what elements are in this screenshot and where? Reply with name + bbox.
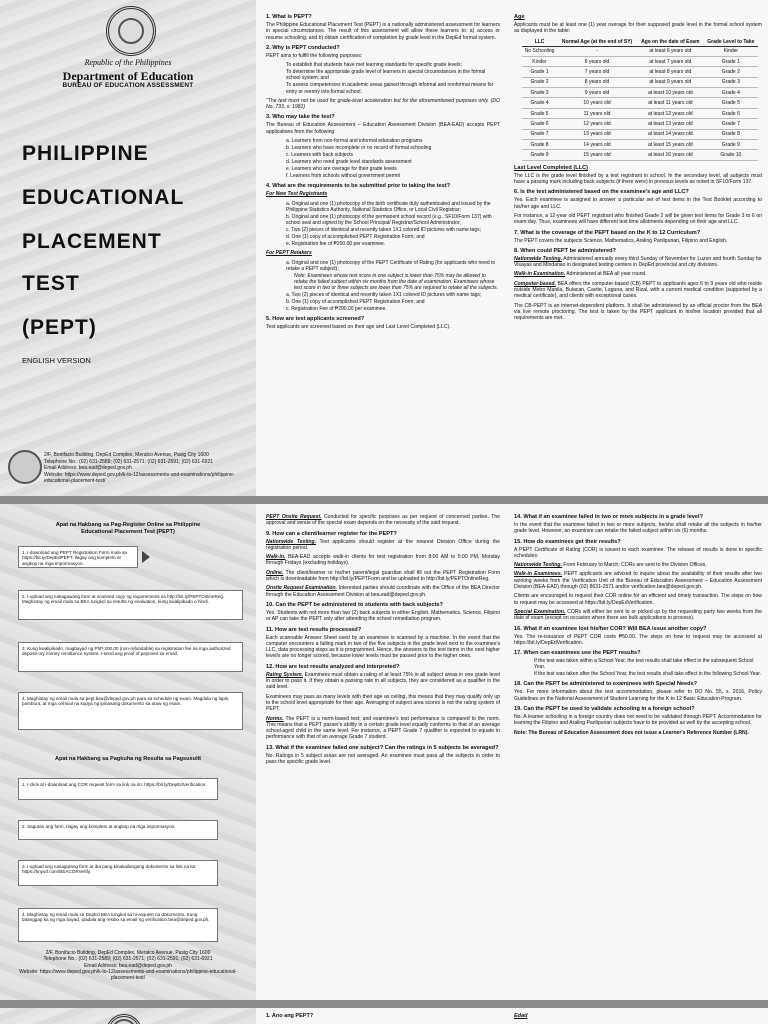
table-cell: at least 10 years old: [637, 88, 704, 98]
bureau-label: BUREAU OF EDUCATION ASSESSMENT: [62, 82, 194, 89]
walkin-text: BEA-EAD accepts walk-in clients for test registration from 8:00 AM to 5:00 PM, Monday through Fridays (excluding holidays).: [266, 554, 500, 567]
footer-address: 2/F, Bonifacio Building, DepEd Complex, Meralco Avenue, Pasig City 1600: [44, 452, 209, 458]
table-row: [522, 56, 758, 66]
onsite-exam-label: Onsite Request Examination.: [266, 585, 337, 592]
list-item: a. Original and one (1) photocopy of the birth certificate duly authenticated and issued by the Philippine Statistics Authority, National Statistics Office, or Local Civil Registrar;: [286, 200, 491, 213]
table-cell: at least 14 years old: [637, 129, 704, 139]
footer-email: Email Address: bea.ead@deped.gov.ph: [84, 962, 172, 969]
question-19: 19. Can the PEPT be used to validate schooling in a foreign school?: [514, 706, 695, 713]
answer-7: The PEPT covers the subjects Science, Mathematics, Araling Panlipunan, Filipino and English.: [514, 237, 728, 244]
table-cell: at least 12 years old: [637, 108, 704, 118]
table-cell: Kinder: [522, 56, 557, 66]
list-item: b. One (1) copy of accomplished PEPT Registration Form; and: [286, 299, 425, 306]
list-item: e. Learners who are overage for their grade levels: [286, 166, 397, 173]
table-cell: 7 years old: [557, 67, 637, 77]
nationwide-label: Nationwide Testing.: [266, 538, 317, 545]
table-cell: at least 16 years old: [637, 150, 704, 160]
flowchart-title-2: Apat na Hakbang sa Pagkuha ng Resulta sa Pagsusulit: [54, 756, 202, 762]
age-heading-filipino: Edad: [514, 1013, 528, 1019]
table-cell: Grade 10: [704, 150, 758, 160]
special-exam-label: Special Examination.: [514, 608, 566, 615]
answer-8a: [514, 256, 762, 269]
cover-title-line-2: EDUCATIONAL: [22, 186, 185, 209]
online-label: Online.: [266, 569, 284, 576]
question-1: 1. What is PEPT?: [266, 14, 312, 20]
table-cell: Grade 2: [522, 77, 557, 87]
list-item: c. Registration Fee of ₱200.00 per examinee.: [286, 306, 387, 313]
list-item: a. Learners from non-formal and informal education programs: [286, 137, 423, 144]
nationwide-text: Administered annually every third Sunday of November for Luzon and fourth Sunday for Visayas and Mindanao in designated testing centers in DepEd provincial and city divisions.: [514, 255, 762, 269]
table-cell: Grade 3: [522, 88, 557, 98]
question-18: 18. Can the PEPT be administered to examinees with Special Needs?: [514, 681, 698, 688]
table-cell: Kinder: [704, 46, 758, 56]
cover-footer: [8, 450, 248, 484]
nationwide-label: Nationwide Testing.: [514, 562, 562, 569]
answer-12c: [266, 716, 500, 741]
table-cell: 11 years old: [557, 108, 637, 118]
cover-title-line-1: PHILIPPINE: [22, 142, 149, 165]
answer-8c: [514, 281, 762, 300]
table-cell: 9 years old: [557, 88, 637, 98]
table-cell: 14 years old: [557, 139, 637, 149]
retakers-heading: For PEPT Retakers: [266, 250, 312, 257]
new-registrants-heading: For New Test Registrants: [266, 191, 328, 198]
question-7: 7. What is the coverage of the PEPT based on the K to 12 Curriculum?: [514, 229, 701, 236]
answer-8e: [266, 514, 500, 527]
question-1-filipino: 1. Ano ang PEPT?: [266, 1013, 314, 1019]
answer-2: PEPT aims to fulfill the following purposes:: [266, 52, 363, 59]
inside-footer: [8, 950, 248, 981]
answer-8d: The CB-PEPT is an internet-dependent platform. It shall be administered by an official proctor from the BEA via live remote proctoring. The test is taken by the PEPT applicant in his/her location provided that all requirements are met.: [514, 302, 762, 322]
table-cell: 8 years old: [557, 77, 637, 87]
answer-5: Test applicants are screened based on their age and Last Level Completed (LLC).: [266, 324, 451, 331]
deped-seal-icon: [106, 6, 156, 56]
table-cell: 15 years old: [557, 150, 637, 160]
table-row: [522, 150, 758, 160]
table-cell: Grade 6: [704, 108, 758, 118]
answer-3: The Bureau of Education Assessment – Education Assessment Division (BEA-EAD) accepts PEPT applications from the following:: [266, 122, 500, 135]
list-item: d. One (1) copy of accomplished PEPT Registration Form; and: [286, 234, 425, 241]
answer-10: Yes. Students with not more than two (2) back subjects in either English, Mathematics, Science, Filipino or AP can take the PEPT only after attending the school remediation program.: [266, 609, 500, 623]
answer-6: Yes. Each examinee is assigned to answer a particular set of test items in the Test Booklet according to his/her age and LLC.: [514, 197, 762, 210]
question-14: 14. What if an examinee failed in two or more subjects in a grade level?: [514, 514, 703, 520]
faq-column-2: [508, 0, 768, 496]
flowchart-panel: [0, 504, 256, 1000]
list-item: d. Learners who need grade level standards assessment: [286, 159, 412, 166]
walkin-examinees-label: Walk-in Examinees.: [514, 571, 563, 578]
question-12: 12. How are test results analyzed and interpreted?: [266, 663, 400, 670]
computer-based-label: Computer-based.: [514, 280, 556, 287]
table-cell: at least 15 years old: [637, 139, 704, 149]
table-cell: Grade 7: [704, 119, 758, 129]
table-cell: -: [557, 46, 637, 56]
question-4: 4. What are the requirements to be submitted prior to taking the test?: [266, 183, 450, 190]
flow-step-1: 1. I-download ang PEPT Registration Form mula sa https://bit.ly/DepEdPEPT. Ilagay ang kompleto at angkop na mga impormasyon.: [18, 546, 138, 568]
onsite-request-text: Conducted for specific purposes as per request of concerned parties. The approval and venue of the special exam depends on the necessity of the said request.: [266, 514, 501, 527]
table-cell: Grade 9: [522, 150, 557, 160]
result-step-4: 4. Maghintay ng email mula sa DepEd BEA tungkol sa ni-request na dokumento. Kung tatanggap ka ng mga bayad, ipadala ang resibo sa email ng verification.bea@deped.gov.ph.: [18, 908, 218, 942]
age-text: Applicants must be at least one (1) year overage for their supposed grade level in the formal school system as displayed in the table:: [514, 22, 762, 35]
table-header: LLC: [522, 38, 557, 47]
faq-column-1: [258, 0, 508, 496]
nationwide-text: From February to March; CORs are sent to the Division Offices.: [561, 562, 707, 569]
walkin-label: Walk-in.: [266, 554, 286, 561]
online-text: The client/learner or his/her parent/legal guardian shall fill out the PEPT Registration Form which is downloadable from http://bit.ly/PEPTForm and be uploaded to http://bit.ly/PEPTOnlineReg.: [266, 569, 500, 583]
question-17: 17. When can examinees use the PEPT results?: [514, 650, 641, 657]
answer-11: Each scannable Answer Sheet used by an examinee is scanned by a machine. In the event that the computer encounters a failing mark in two of the five subjects in the grade level next to the examinee's LLC, data processing stops as it is programmed. Hence, the answers to the test items in the next higher level/s are no longer scored, because lower levels must be passed prior to the higher ones.: [266, 634, 500, 660]
list-item: To establish that students have met learning standards for specific grade levels;: [286, 62, 462, 69]
table-row: [522, 67, 758, 77]
answer-19: No. A learner schooling in a foreign country does not need to be validated through PEPT. Accommodation for learning the Filipino and Araling Panlipunan subjects have to be provided as well by the accepting school.: [514, 714, 762, 727]
list-item: c. Two (2) pieces of identical and recently taken 1X1 colored ID pictures with name tags;: [286, 227, 482, 234]
arrow-right-icon: [142, 551, 150, 563]
answer-14: In the event that the examinee failed in two or more subjects, he/she shall retake all the subjects in his/her grade level. However, an examinee can retake the failed subject within six (6) months.: [514, 522, 762, 535]
table-row: [522, 46, 758, 56]
table-cell: at least 6 years old: [637, 46, 704, 56]
table-cell: Grade 5: [522, 108, 557, 118]
table-cell: Grade 3: [704, 77, 758, 87]
department-label: Department of Education: [62, 69, 194, 83]
table-cell: Grade 4: [704, 88, 758, 98]
list-item: f. Learners from schools without government permit: [286, 173, 400, 180]
answer-9a: [266, 539, 500, 552]
nationwide-text: Test applicants should register at the nearest Division Office during the registration period.: [266, 538, 501, 551]
onsite-request-label: PEPT Onsite Request.: [266, 514, 322, 520]
question-15: 15. How do examinees get their results?: [514, 538, 621, 545]
nationwide-label: Nationwide Testing.: [514, 255, 563, 262]
faq-column-4: [508, 504, 768, 1000]
table-header: Grade Level to Take: [704, 38, 758, 47]
answer-1: The Philippine Educational Placement Test (PEPT) is a nationally administered assessment for learners in special circumstances. The result of this assessment will allow these learners to: a) access or resume schooling, and b) obtain certification of completion by grade level in the DepEd formal system.: [266, 22, 500, 41]
table-cell: 12 years old: [557, 119, 637, 129]
list-item: If the test was taken after the School Year, the test results shall take effect in the following School Year.: [534, 671, 761, 678]
list-item: a. Two (2) pieces of identical and recently taken 1X1 colored ID pictures with name tags;: [286, 292, 482, 299]
retake-note: Note: Examinees whose test score in one subject is lower than 75% may be allowed to retake the failed subject within six months from the date of examination. Examinees whose test score in two or three subjects are lower than 75% are required to retake all the subjects.: [294, 272, 498, 292]
question-16: 16. What if an examinee lost his/her COR? Will BEA issue another copy?: [514, 625, 707, 632]
answer-6b: For instance, a 12-year old PEPT registrant who finished Grade 2 will be given test items for Grade 3 to 6 on exam day. Thus, examinees will have different test time allotments depending on their age and LLC.: [514, 212, 762, 226]
list-item: e. Registration fee of ₱200.00 per examinee.: [286, 241, 386, 248]
answer-15d: [514, 609, 762, 622]
table-row: [522, 129, 758, 139]
answer-9d: [266, 585, 500, 598]
lrn-note: Note: The Bureau of Education Assessment does not issue a Learner's Reference Number (LRN).: [514, 729, 749, 736]
table-cell: Grade 1: [522, 67, 557, 77]
footer-telephone: Telephone No.: (02) 631-2589; (02) 631-2571; (02) 631-2591; (02) 631-6921: [43, 956, 213, 963]
table-row: [522, 98, 758, 108]
question-8: 8. When could PEPT be administered?: [514, 247, 616, 254]
footer-email: Email Address: bea.ead@deped.gov.ph: [44, 465, 132, 471]
answer-9b: [266, 554, 500, 567]
cover-panel: [0, 0, 256, 496]
question-3: 3. Who may take the test?: [266, 114, 335, 121]
table-row: [522, 77, 758, 87]
table-cell: at least 8 years old: [637, 67, 704, 77]
table-cell: Grade 8: [704, 129, 758, 139]
answer-15a: [514, 562, 762, 568]
page-divider: [0, 496, 768, 504]
cover-title-line-5: (PEPT): [22, 316, 97, 339]
question-9: 9. How can a client/learner register for the PEPT?: [266, 530, 397, 537]
llc-heading: Last Level Completed (LLC): [514, 164, 588, 171]
table-cell: Grade 9: [704, 139, 758, 149]
table-cell: at least 7 years old: [637, 56, 704, 66]
table-cell: at least 11 years old: [637, 98, 704, 108]
table-header: Age on the date of Exam: [637, 38, 704, 47]
rating-system-label: Rating System.: [266, 671, 304, 678]
table-cell: Grade 2: [704, 67, 758, 77]
list-item: a. Original and one (1) photocopy of the PEPT Certificate of Rating (for applicants who need to retake a PEPT subject);: [286, 259, 496, 272]
republic-label: Republic of the Philippines: [84, 58, 172, 67]
cover-title-line-3: PLACEMENT: [22, 230, 162, 253]
list-item: If the test was taken within a School Year, the test results shall take effect in the subsequent School Year.: [534, 658, 754, 671]
question-6: 6. Is the test administered based on the examinee's age and LLC?: [514, 189, 689, 196]
computer-based-text: BEA offers the computer-based (CB) PEPT to applicants ages 6 to 9 years old who reside outside Metro Manila, Bulacan, Cavite, Laguna, and Rizal, with a current medical condition (supported by a medical certificate), and clients with exceptional cases.: [514, 280, 762, 300]
footer-address: 2/F, Bonifacio Building, DepEd Complex, Meralco Avenue, Pasig City 1600: [45, 950, 211, 956]
list-item: b. Original and one (1) photocopy of the permanent school record (e.g., SF10/Form 137) with school seal and signed by the School Principal/ Registrar/School Administrator;: [286, 213, 492, 226]
faq-column-3: [258, 504, 508, 1000]
age-heading: Age: [514, 14, 525, 20]
table-cell: Grade 4: [522, 98, 557, 108]
result-step-3: 3. I-upload ang nasagutang form at iba pang kinakailangang dokumento sa link na ito: https://tinyurl.com/BEACORVerify.: [18, 860, 218, 886]
table-cell: Grade 7: [522, 129, 557, 139]
table-cell: Grade 5: [704, 98, 758, 108]
question-2: 2. Why is PEPT conducted?: [266, 44, 340, 51]
flow-step-3: 3. Kung kwalipikado, magbayad ng PhP 200.00 (non-refundable) sa registration fee sa mga authorized deposit-ory money remittance system. I-send ang proof of payment sa email.: [18, 642, 243, 672]
norms-text: The PEPT is a norm-based test; and examinee's test performance is compared to the norm. This means that a PEPT passer's ability in a certain grade level equally conforms to that of an average school-aged child in the same level. For instance, a PEPT Grade 7 qualifier is expected to equate in performance with that of an average Grade 7 student.: [266, 715, 500, 741]
table-cell: No Schooling: [522, 46, 557, 56]
footer-website: Website: https://www.deped.gov.ph/k-to-12/assessments-and-examinations/philippine-educational-placement-test/: [44, 471, 235, 484]
table-cell: Grade 1: [704, 56, 758, 66]
answer-12a: [266, 672, 500, 691]
list-item: To assess competencies in academic areas gained through informal and nonformal means for entry or reentry into formal school.: [286, 82, 494, 95]
flowchart-title-1: Apat na Hakbang sa Pag-Register Online sa Philippine Educational Placement Test (PEPT): [55, 522, 201, 535]
flow-step-2: 2. I-upload ang nakagawang form at scanned copy ng requirements sa http://bit.ly/PEPTOnlineReg. Maghintay ng email mula sa BEA tungkol sa resulta ng evaluation, kung kwalipikado o hindi.: [18, 590, 243, 620]
list-item: To determine the appropriate grade level of learners in special circumstances in the formal school system; and: [286, 69, 486, 82]
walkin-label: Walk-in Examination.: [514, 271, 566, 278]
cover-title-line-4: TEST: [22, 272, 80, 295]
table-cell: at least 9 years old: [637, 77, 704, 87]
answer-8b: [514, 271, 762, 277]
walkin-examinees-text: PEPT applicants are advised to inquire about the availability of their results after two working weeks from the Verification Unit of the Bureau of Education Assessment – Education Assessment Division (BEA-EAD) through (02) 8631-2571 and/or verification.bea@deped.gov.ph.: [514, 571, 763, 591]
answer-2-note: "The test must not be used for grade-level acceleration but for the aforementioned purposes only. (DO No. 733, s. 1981): [266, 97, 500, 110]
table-row: [522, 139, 758, 149]
age-table: [522, 38, 758, 161]
question-11: 11. How are test results processed?: [266, 626, 362, 633]
answer-15: A PEPT Certificate of Rating (COR) is issued to each examinee. The release of results is done in specific schedules:: [514, 546, 762, 559]
question-5: 5. How are test applicants screened?: [266, 316, 365, 323]
answer-9c: [266, 570, 500, 583]
brochure-page-inside: [0, 504, 768, 1000]
table-row: [522, 108, 758, 118]
answer-13: No. Ratings in 5 subject areas are not averaged. An examinee must pass all the subjects in order to pass the specific grade level.: [266, 752, 500, 766]
flow-step-4: 4. Maghintay ng email mula sa pept.bea@deped.gov.ph para sa schedule ng exam. Magdala ng lapis, pambura, at mga orihinal na kopya ng ipinasang dokumento sa araw ng exam.: [18, 692, 243, 730]
rating-system-text: Examinees must obtain a rating of at least 75% in all subject areas in one grade level in order to pass it. If they obtain a passing rate in all subjects, they are considered as a qualifier in the said level.: [266, 671, 500, 691]
table-cell: 6 years old: [557, 56, 637, 66]
list-item: b. Learners who have incomplete or no record of formal schooling: [286, 144, 432, 151]
walkin-text: Administered at BEA all year round.: [565, 271, 647, 278]
table-cell: 13 years old: [557, 129, 637, 139]
table-header: Normal Age (at the end of SY): [557, 38, 637, 47]
norms-label: Norms.: [266, 715, 284, 722]
answer-12b: Examinees may pass as many levels with their age as ceiling, this means that they may qualify only up to the school level appropriate for their age. Averaging of subject area scores is not the rating system of PEPT.: [266, 693, 500, 713]
question-13: 13. What if the examinee failed one subject? Can the ratings in 5 subjects be averaged?: [266, 744, 499, 751]
answer-15c: Clients are encouraged to request their COR online for an efficient and timely transaction. The steps on how to request may be accessed at https://bit.ly/DepEdVerification.: [514, 593, 762, 606]
llc-text: The LLC is the grade level finished by a test registrant in school. In the secondary level, all subjects must have a passing mark including back subjects (if there were) in previous levels as noted in SF10/Form 137.: [514, 172, 762, 186]
table-row: [522, 88, 758, 98]
version-label: ENGLISH VERSION: [22, 356, 91, 365]
footer-telephone: Telephone No.: (02) 631-2589; (02) 631-2571; (02) 631-2591; (02) 631-6921: [44, 458, 214, 465]
table-cell: Grade 6: [522, 119, 557, 129]
list-item: c. Learners with back subjects: [286, 152, 353, 159]
question-10: 10. Can the PEPT be administered to students with back subjects?: [266, 601, 443, 608]
onsite-exam-text: Interested parties should coordinate with the Office of the BEA Director through the Education Assessment Division at bea.ead@deped.gov.ph.: [266, 585, 501, 598]
table-cell: at least 13 years old: [637, 119, 704, 129]
result-step-2: 2. Sagutan ang form. Ilagay ang kompleto at angkop na mga impormasyon.: [18, 820, 218, 840]
answer-16: Yes. The re-issuance of PEPT COR costs ₱50.00. The steps on how to request may be accessed at https://bit.ly/DepEdVerification.: [514, 633, 762, 646]
result-step-1: 1. I-click at i-download ang COR request form sa link na ito: https://bit.ly/DepEdVerification.: [18, 778, 218, 800]
table-cell: Grade 8: [522, 139, 557, 149]
answer-18: Yes. For more information about the test accommodation, please refer to DO No. 55, s. 2016, Policy Guidelines on the National Assessment of Student Learning for the K to 12 Basic Education Program.: [514, 689, 762, 702]
deped-seal-icon: [106, 1014, 142, 1024]
table-cell: 10 years old: [557, 98, 637, 108]
special-exam-text: CORs will either be sent to or picked up by the requesting party two weeks from the date of exam (except on occasion where there are bulk applications to process).: [514, 608, 762, 622]
bea-logo-icon: [8, 450, 42, 484]
footer-website: Website: https://www.deped.gov.ph/k-to-12/assessments-and-examinations/philippine-educational-placement-test/: [19, 968, 237, 982]
cover-panel: [0, 1008, 256, 1024]
answer-15b: [514, 571, 762, 590]
table-row: [522, 119, 758, 129]
brochure-page-english: [0, 0, 768, 496]
brochure-page-filipino: [0, 1008, 768, 1024]
page-divider: [0, 1000, 768, 1008]
